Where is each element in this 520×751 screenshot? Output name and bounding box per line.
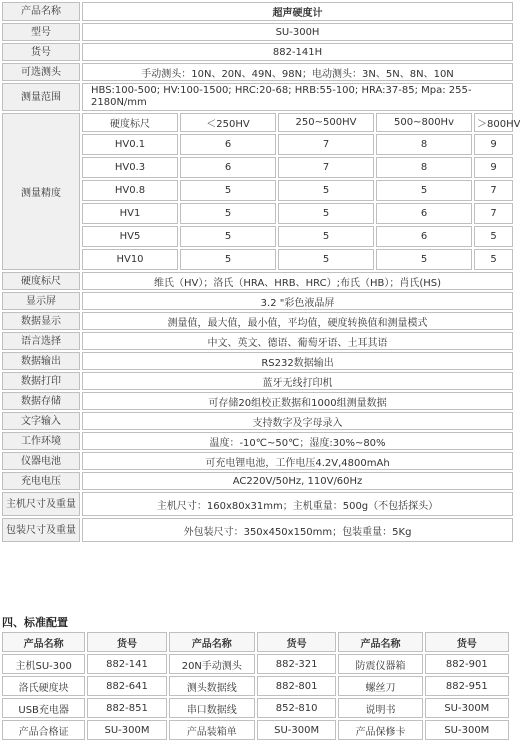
spec-label: 数据打印 xyxy=(2,372,80,390)
spec-label: 语言选择 xyxy=(2,332,80,350)
spec-label: 充电电压 xyxy=(2,472,80,490)
accuracy-cell: 8 xyxy=(376,157,472,178)
standard-cell: 882-141 xyxy=(87,654,166,674)
spec-value: SU-300H xyxy=(82,23,513,41)
spec-value: 可充电锂电池，工作电压4.2V,4800mAh xyxy=(82,452,513,470)
standard-col-header: 货号 xyxy=(425,632,509,652)
accuracy-cell: 7 xyxy=(278,134,374,155)
accuracy-cell: 6 xyxy=(180,157,276,178)
standard-cell: 882-801 xyxy=(257,676,336,696)
standard-cell: SU-300M xyxy=(257,720,336,740)
spec-label: 产品名称 xyxy=(2,2,80,21)
spec-label: 包装尺寸及重量 xyxy=(2,518,80,542)
accuracy-cell: 5 xyxy=(474,249,513,270)
accuracy-cell: 9 xyxy=(474,134,513,155)
standard-row xyxy=(2,698,509,718)
standard-cell: 主机SU-300 xyxy=(2,654,85,674)
standard-col-header: 产品名称 xyxy=(169,632,255,652)
spec-value: 882-141H xyxy=(82,43,513,61)
spec-value: 手动测头：10N、20N、49N、98N；电动测头：3N、5N、8N、10N xyxy=(82,63,513,81)
standard-cell: SU-300M xyxy=(87,720,166,740)
accuracy-col-header: ＞800HV xyxy=(474,113,513,132)
spec-row xyxy=(2,83,513,111)
spec-label: 货号 xyxy=(2,43,80,61)
accuracy-cell: 5 xyxy=(278,249,374,270)
accuracy-cell: 7 xyxy=(474,203,513,224)
standard-cell: 882-851 xyxy=(87,698,166,718)
standard-cell: SU-300M xyxy=(425,720,509,740)
spec-label: 主机尺寸及重量 xyxy=(2,492,80,516)
standard-row xyxy=(2,654,509,674)
spec-row xyxy=(2,412,513,430)
accuracy-cell: 8 xyxy=(376,134,472,155)
accuracy-cell: 5 xyxy=(278,180,374,201)
standard-cell: 882-641 xyxy=(87,676,166,696)
accuracy-col-header: 500~800Hv xyxy=(376,113,472,132)
spec-row xyxy=(2,352,513,370)
accuracy-cell: 5 xyxy=(278,226,374,247)
standard-header-row xyxy=(2,632,509,652)
spec-row xyxy=(2,23,513,41)
spec-value: 测量值，最大值，最小值，平均值，硬度转换值和测量模式 xyxy=(82,312,513,330)
accuracy-label: 测量精度 xyxy=(2,113,80,270)
spec-value: 3.2 "彩色液晶屏 xyxy=(82,292,513,310)
spec-value: 蓝牙无线打印机 xyxy=(82,372,513,390)
accuracy-cell: 7 xyxy=(474,180,513,201)
spec-label: 文字输入 xyxy=(2,412,80,430)
accuracy-cell: HV0.1 xyxy=(82,134,178,155)
spec-label: 数据存储 xyxy=(2,392,80,410)
spec-row xyxy=(2,432,513,450)
spec-row xyxy=(2,452,513,470)
spec-value: 温度：-10℃~50℃；湿度:30%~80% xyxy=(82,432,513,450)
accuracy-cell: HV5 xyxy=(82,226,178,247)
accuracy-cell: 6 xyxy=(376,203,472,224)
standard-row xyxy=(2,676,509,696)
spec-row xyxy=(2,312,513,330)
spec-label: 数据显示 xyxy=(2,312,80,330)
standard-cell: 说明书 xyxy=(338,698,422,718)
spec-row xyxy=(2,518,513,542)
spec-label: 硬度标尺 xyxy=(2,272,80,290)
standard-cell: 882-951 xyxy=(425,676,509,696)
spec-row xyxy=(2,63,513,81)
accuracy-cell: HV1 xyxy=(82,203,178,224)
accuracy-cell: 5 xyxy=(180,203,276,224)
spec-label: 工作环境 xyxy=(2,432,80,450)
standard-col-header: 产品名称 xyxy=(2,632,85,652)
standard-cell: 20N手动测头 xyxy=(169,654,255,674)
spec-value: AC220V/50Hz, 110V/60Hz xyxy=(82,472,513,490)
accuracy-cell: 6 xyxy=(180,134,276,155)
standard-cell: 串口数据线 xyxy=(169,698,255,718)
spec-value: 外包装尺寸：350x450x150mm；包装重量：5Kg xyxy=(82,518,513,542)
spec-row xyxy=(2,43,513,61)
spec-row xyxy=(2,2,513,21)
accuracy-cell: 6 xyxy=(376,226,472,247)
spec-row xyxy=(2,492,513,516)
standard-cell: USB充电器 xyxy=(2,698,85,718)
accuracy-cell: 5 xyxy=(180,249,276,270)
standard-cell: 882-901 xyxy=(425,654,509,674)
spec-value: 支持数字及字母录入 xyxy=(82,412,513,430)
spec-row xyxy=(2,332,513,350)
accuracy-cell: 5 xyxy=(180,226,276,247)
spec-label: 可选测头 xyxy=(2,63,80,81)
spec-value: RS232数据输出 xyxy=(82,352,513,370)
standard-cell: 852-810 xyxy=(257,698,336,718)
standard-cell: 产品装箱单 xyxy=(169,720,255,740)
accuracy-cell: 5 xyxy=(376,249,472,270)
standard-config-table xyxy=(0,630,511,742)
spec-label: 显示屏 xyxy=(2,292,80,310)
accuracy-col-header: 硬度标尺 xyxy=(82,113,178,132)
accuracy-header-row xyxy=(2,113,513,132)
spec-label: 仪器电池 xyxy=(2,452,80,470)
spec-value: HBS:100-500; HV:100-1500; HRC:20-68; HRB:55-100; HRA:37-85; Mpa: 255-2180N/mm xyxy=(82,83,513,111)
accuracy-cell: 9 xyxy=(474,157,513,178)
standard-cell: 产品保修卡 xyxy=(338,720,422,740)
accuracy-col-header: ＜250HV xyxy=(180,113,276,132)
spec-row xyxy=(2,372,513,390)
spec-label: 型号 xyxy=(2,23,80,41)
spec-value: 维氏（HV）；洛氏（HRA、HRB、HRC）;布氏（HB）；肖氏(HS) xyxy=(82,272,513,290)
standard-cell: 产品合格证 xyxy=(2,720,85,740)
standard-cell: 洛氏硬度块 xyxy=(2,676,85,696)
spec-row xyxy=(2,392,513,410)
accuracy-cell: 5 xyxy=(474,226,513,247)
standard-col-header: 货号 xyxy=(257,632,336,652)
spec-row xyxy=(2,292,513,310)
standard-col-header: 产品名称 xyxy=(338,632,422,652)
spec-label: 测量范围 xyxy=(2,83,80,111)
spec-row xyxy=(2,272,513,290)
standard-cell: 测头数据线 xyxy=(169,676,255,696)
standard-cell: 防震仪器箱 xyxy=(338,654,422,674)
standard-cell: SU-300M xyxy=(425,698,509,718)
section-title: 四、标准配置 xyxy=(2,616,68,629)
accuracy-cell: 5 xyxy=(278,203,374,224)
spec-value: 超声硬度计 xyxy=(82,2,513,21)
accuracy-cell: 7 xyxy=(278,157,374,178)
spec-value: 可存储20组校正数据和1000组测量数据 xyxy=(82,392,513,410)
accuracy-cell: 5 xyxy=(376,180,472,201)
standard-cell: 螺丝刀 xyxy=(338,676,422,696)
accuracy-cell: HV0.8 xyxy=(82,180,178,201)
accuracy-cell: HV10 xyxy=(82,249,178,270)
spec-row xyxy=(2,472,513,490)
standard-col-header: 货号 xyxy=(87,632,166,652)
accuracy-cell: HV0.3 xyxy=(82,157,178,178)
accuracy-col-header: 250~500HV xyxy=(278,113,374,132)
standard-row xyxy=(2,720,509,740)
standard-cell: 882-321 xyxy=(257,654,336,674)
spec-label: 数据输出 xyxy=(2,352,80,370)
accuracy-cell: 5 xyxy=(180,180,276,201)
spec-value: 主机尺寸：160x80x31mm；主机重量：500g（不包括探头） xyxy=(82,492,513,516)
spec-value: 中文、英文、德语、葡萄牙语、土耳其语 xyxy=(82,332,513,350)
